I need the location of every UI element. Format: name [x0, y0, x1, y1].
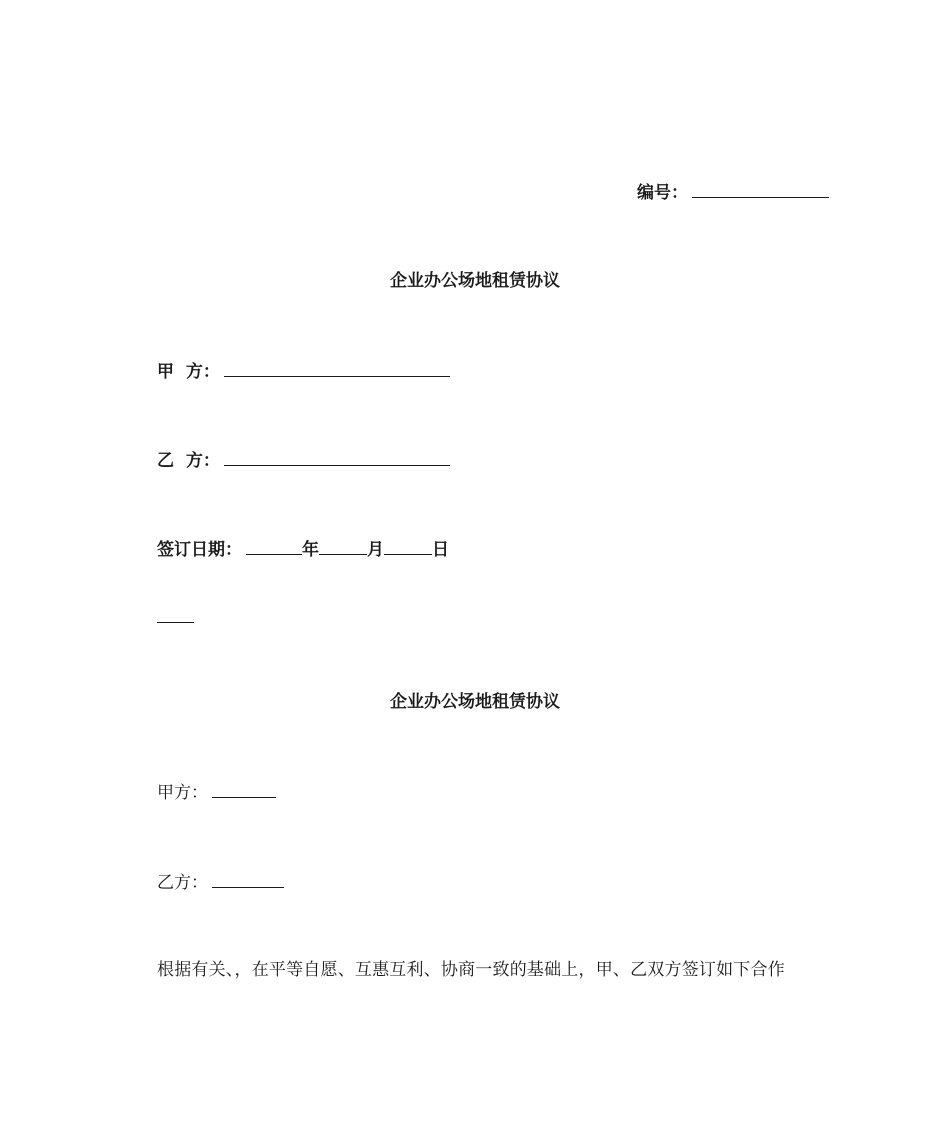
body-party-b-blank [212, 869, 284, 888]
intro-paragraph: 根据有关、，在平等自愿、互惠互利、协商一致的基础上，甲、乙双方签订如下合作 [157, 960, 785, 980]
cover-party-a-row [157, 358, 450, 384]
sign-date-row [157, 536, 449, 562]
cover-title: 企业办公场地租赁协议 [390, 271, 560, 291]
sign-date-label: 签订日期： [157, 540, 242, 560]
body-title: 企业办公场地租赁协议 [390, 692, 560, 712]
body-party-a-label: 甲方： [157, 783, 208, 803]
year-blank [246, 536, 302, 555]
cover-party-b-row [157, 447, 450, 473]
body-party-b-row [157, 869, 284, 895]
serial-number-blank [692, 179, 829, 198]
day-blank [384, 536, 432, 555]
cover-party-a-label: 甲 方： [157, 362, 220, 382]
month-blank [319, 536, 367, 555]
year-label: 年 [302, 540, 319, 560]
cover-party-b-blank [224, 447, 450, 466]
cover-party-a-blank [224, 358, 450, 377]
body-party-b-label: 乙方： [157, 873, 208, 893]
serial-number-row [637, 179, 829, 205]
section-divider [157, 622, 194, 623]
body-party-a-blank [212, 779, 276, 798]
cover-party-b-label: 乙 方： [157, 451, 220, 471]
month-label: 月 [367, 540, 384, 560]
body-party-a-row [157, 779, 276, 805]
day-label: 日 [432, 540, 449, 560]
serial-number-label: 编号： [637, 183, 688, 203]
